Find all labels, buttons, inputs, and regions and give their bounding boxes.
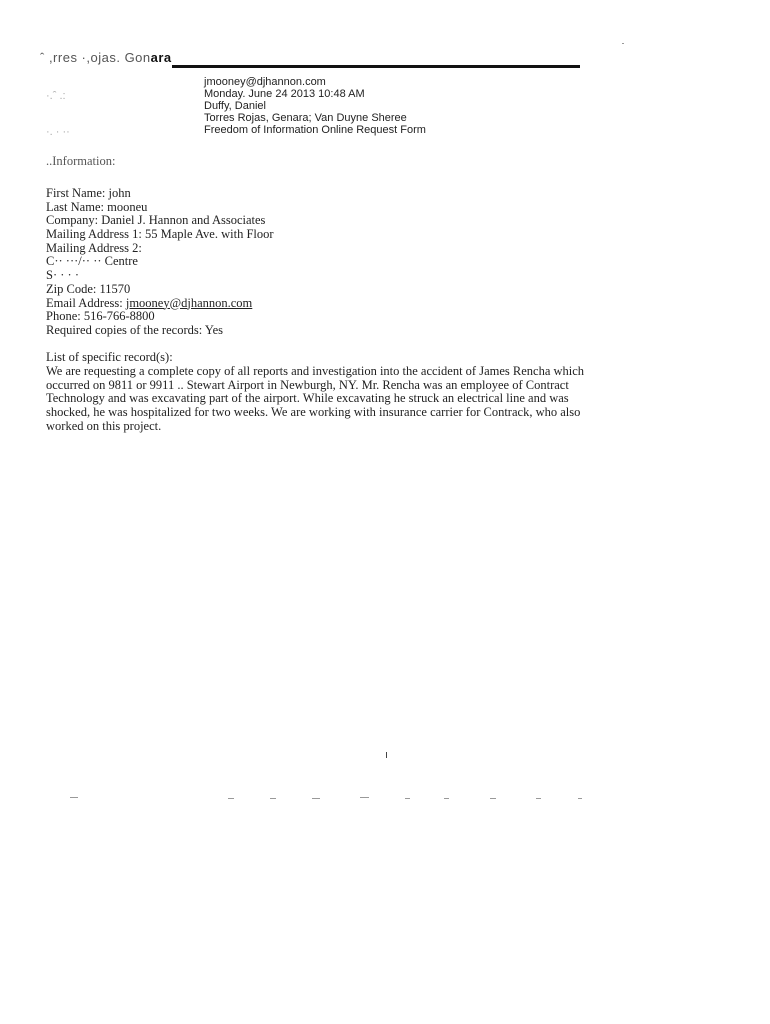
scan-artifact bbox=[622, 43, 624, 44]
records-line: worked on this project. bbox=[46, 418, 162, 433]
field-zip: Zip Code: 11570 bbox=[46, 281, 131, 296]
email-link[interactable]: jmooney@djhannon.com bbox=[125, 295, 253, 310]
scan-artifact bbox=[360, 797, 369, 798]
records-heading: List of specific record(s): bbox=[46, 350, 173, 364]
field-email bbox=[46, 297, 274, 311]
field-last-name: Last Name: mooneu bbox=[46, 199, 148, 214]
field-city: C·· ···/·· ·· Centre bbox=[46, 254, 138, 269]
form-fields bbox=[46, 187, 274, 338]
field-mailing-address-1: Mailing Address 1: 55 Maple Ave. with Floor bbox=[46, 227, 274, 242]
records-line: We are requesting a complete copy of all reports and investigation into the accident of James Rencha which bbox=[46, 364, 585, 378]
field-state: S· · · · bbox=[46, 268, 79, 283]
field-copies: Required copies of the records: Yes bbox=[46, 322, 224, 337]
scan-artifact bbox=[228, 798, 234, 799]
scan-artifact bbox=[405, 798, 410, 799]
records-paragraph bbox=[46, 365, 706, 433]
header-label-sent: ·.ˆ .: bbox=[46, 90, 66, 102]
records-line: occurred on 9811 or 9911 .. Stewart Airport in Newburgh, NY. Mr. Rencha was an employee of Contract bbox=[46, 377, 569, 392]
information-heading: ..Information: bbox=[46, 154, 116, 168]
scan-artifact bbox=[312, 798, 320, 799]
scan-artifact bbox=[70, 797, 78, 798]
field-mailing-address-2: Mailing Address 2: bbox=[46, 240, 142, 255]
field-phone: Phone: 516-766-8800 bbox=[46, 309, 155, 324]
scan-artifact bbox=[270, 798, 276, 799]
scan-artifact bbox=[536, 798, 541, 799]
header-subject: Freedom of Information Online Request Form bbox=[204, 124, 426, 136]
header-divider bbox=[172, 65, 580, 68]
header-to: Duffy, Daniel bbox=[204, 100, 266, 112]
header-cc: Torres Rojas, Genara; Van Duyne Sheree bbox=[204, 112, 407, 124]
scan-artifact bbox=[444, 798, 449, 799]
header-sent: Monday. June 24 2013 10:48 AM bbox=[204, 88, 365, 100]
sender-display-name bbox=[40, 50, 172, 65]
scan-artifact bbox=[386, 752, 387, 758]
field-email-label: Email Address: bbox=[46, 295, 126, 310]
scan-artifact bbox=[578, 798, 582, 799]
scan-artifact bbox=[490, 798, 496, 799]
header-from: jmooney@djhannon.com bbox=[204, 76, 326, 88]
field-first-name: First Name: john bbox=[46, 186, 131, 200]
sender-name-faded: ˆ ,rres ·,ojas. Gon bbox=[40, 50, 151, 65]
sender-name-strong: ara bbox=[150, 50, 172, 65]
records-line: Technology and was excavating part of the airport. While excavating he struck an electrical line and was bbox=[46, 391, 569, 406]
field-company: Company: Daniel J. Hannon and Associates bbox=[46, 213, 266, 228]
header-label-subject: ·. · ·· bbox=[46, 126, 70, 138]
records-line: shocked, he was hospitalized for two weeks. We are working with insurance carrier for Contrack, who also bbox=[46, 405, 581, 420]
